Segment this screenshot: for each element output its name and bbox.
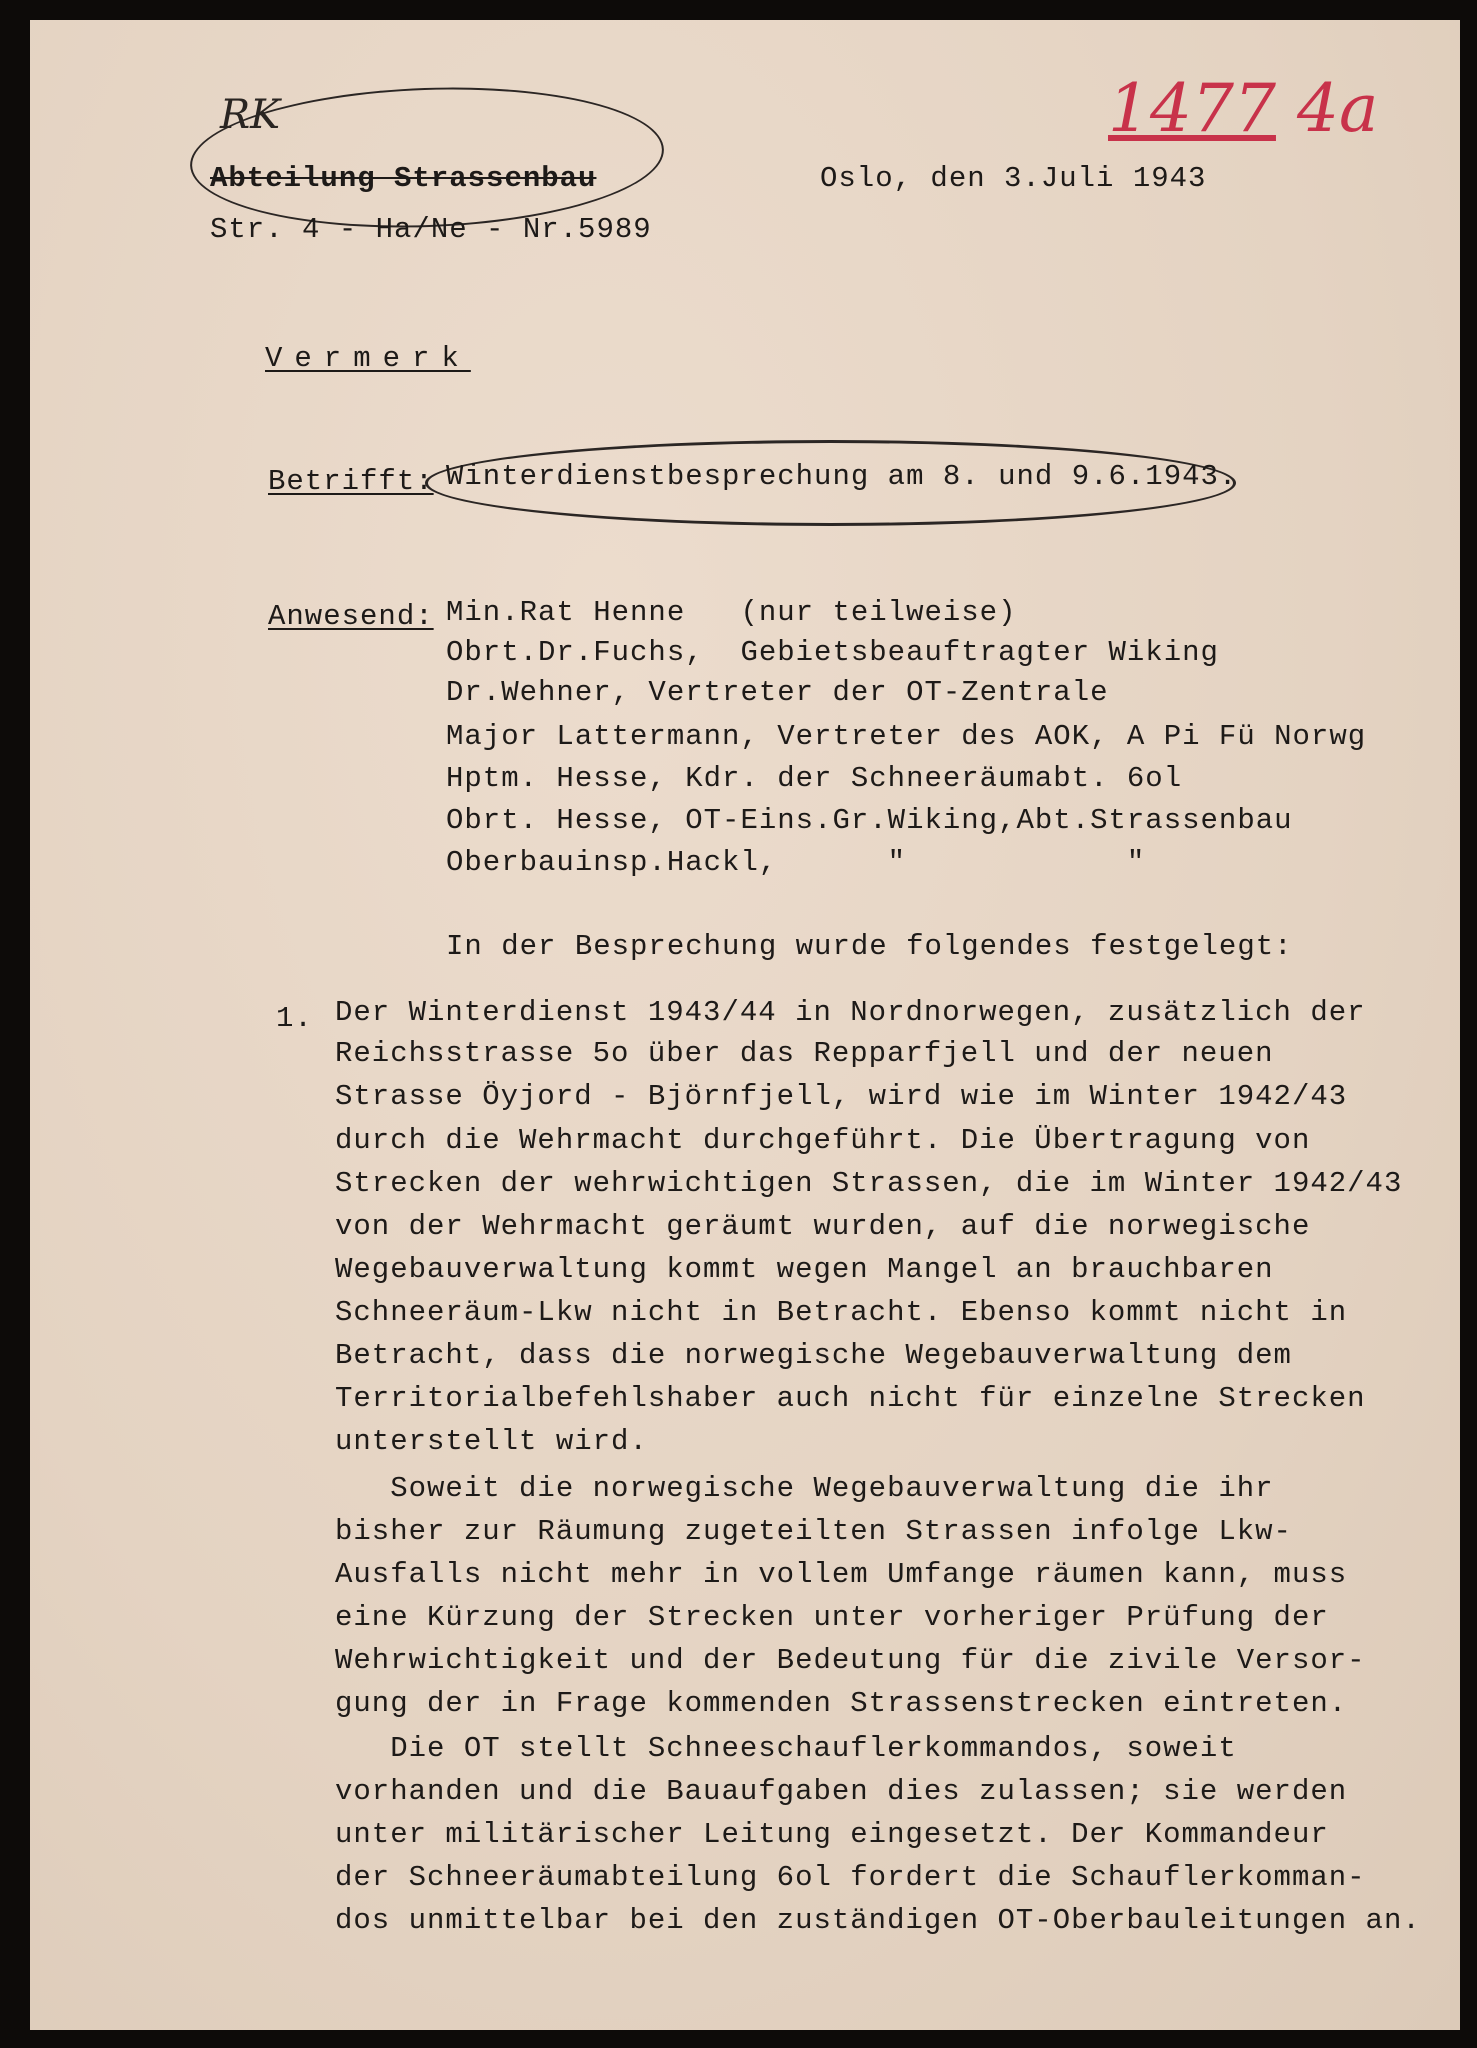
item-line: gung der in Frage kommenden Strassenstrecken eintreten. (335, 1687, 1348, 1720)
item-line: Soweit die norwegische Wegebauverwaltung die ihr (335, 1472, 1274, 1505)
document-page (30, 20, 1460, 2030)
item-line: Strasse Öyjord - Björnfjell, wird wie im Winter 1942/43 (335, 1080, 1348, 1113)
item-line: Ausfalls nicht mehr in vollem Umfange räumen kann, muss (335, 1558, 1348, 1591)
attendees-label: Anwesend: (268, 600, 434, 633)
subject-label: Betrifft: (268, 465, 434, 498)
item-line: Wegebauverwaltung kommt wegen Mangel an brauchbaren (335, 1253, 1274, 1286)
item-line: Schneeräum-Lkw nicht in Betracht. Ebenso kommt nicht in (335, 1296, 1348, 1329)
attendee-line: Obrt.Dr.Fuchs, Gebietsbeauftragter Wiking (446, 636, 1219, 669)
attendee-line: Oberbauinsp.Hackl, " " (446, 846, 1146, 879)
attendee-line: Hptm. Hesse, Kdr. der Schneeräumabt. 6ol (446, 762, 1183, 795)
item-line: Wehrwichtigkeit und der Bedeutung für die zivile Versor- (335, 1644, 1366, 1677)
item-line: durch die Wehrmacht durchgeführt. Die Übertragung von (335, 1124, 1311, 1157)
item-line: Territorialbefehlshaber auch nicht für einzelne Strecken (335, 1382, 1366, 1415)
item-line: Reichsstrasse 5o über das Repparfjell und der neuen (335, 1037, 1274, 1070)
item-line: Strecken der wehrwichtigen Strassen, die im Winter 1942/43 (335, 1167, 1403, 1200)
document-title: Vermerk (265, 342, 471, 375)
place-and-date: Oslo, den 3.Juli 1943 (820, 162, 1207, 195)
archive-number: 1477 (1108, 70, 1276, 147)
item-line: der Schneeräumabteilung 6ol fordert die Schauflerkomman- (335, 1861, 1366, 1894)
attendee-line: Obrt. Hesse, OT-Eins.Gr.Wiking,Abt.Strassenbau (446, 804, 1293, 837)
item-line: Betracht, dass die norwegische Wegebauverwaltung dem (335, 1339, 1292, 1372)
item-line: von der Wehrmacht geräumt wurden, auf die norwegische (335, 1210, 1311, 1243)
attendee-line: Dr.Wehner, Vertreter der OT-Zentrale (446, 676, 1109, 709)
item-line: unterstellt wird. (335, 1425, 648, 1458)
item-line: unter militärischer Leitung eingesetzt. Der Kommandeur (335, 1818, 1329, 1851)
archive-suffix: 4a (1296, 70, 1379, 147)
item-line: Der Winterdienst 1943/44 in Nordnorwegen, zusätzlich der (335, 996, 1366, 1029)
subject-text: Winterdienstbesprechung am 8. und 9.6.1943. (446, 460, 1238, 493)
department-name: Abteilung Strassenbau (210, 162, 597, 195)
item-line: vorhanden und die Bauaufgaben dies zulassen; sie werden (335, 1775, 1348, 1808)
item-number: 1. (276, 1002, 313, 1035)
item-line: Die OT stellt Schneeschauflerkommandos, soweit (335, 1732, 1237, 1765)
item-line: dos unmittelbar bei den zuständigen OT-Oberbauleitungen an. (335, 1904, 1421, 1937)
handwritten-initials: RK (220, 92, 280, 138)
attendee-line: Min.Rat Henne (nur teilweise) (446, 596, 1017, 629)
intro-sentence: In der Besprechung wurde folgendes festgelegt: (446, 930, 1293, 963)
reference-number: Str. 4 - Ha/Ne - Nr.5989 (210, 213, 652, 246)
item-line: eine Kürzung der Strecken unter vorheriger Prüfung der (335, 1601, 1329, 1634)
handwritten-archive-number (1108, 70, 1378, 147)
item-line: bisher zur Räumung zugeteilten Strassen infolge Lkw- (335, 1515, 1292, 1548)
attendee-line: Major Lattermann, Vertreter des AOK, A Pi Fü Norwg (446, 720, 1367, 753)
